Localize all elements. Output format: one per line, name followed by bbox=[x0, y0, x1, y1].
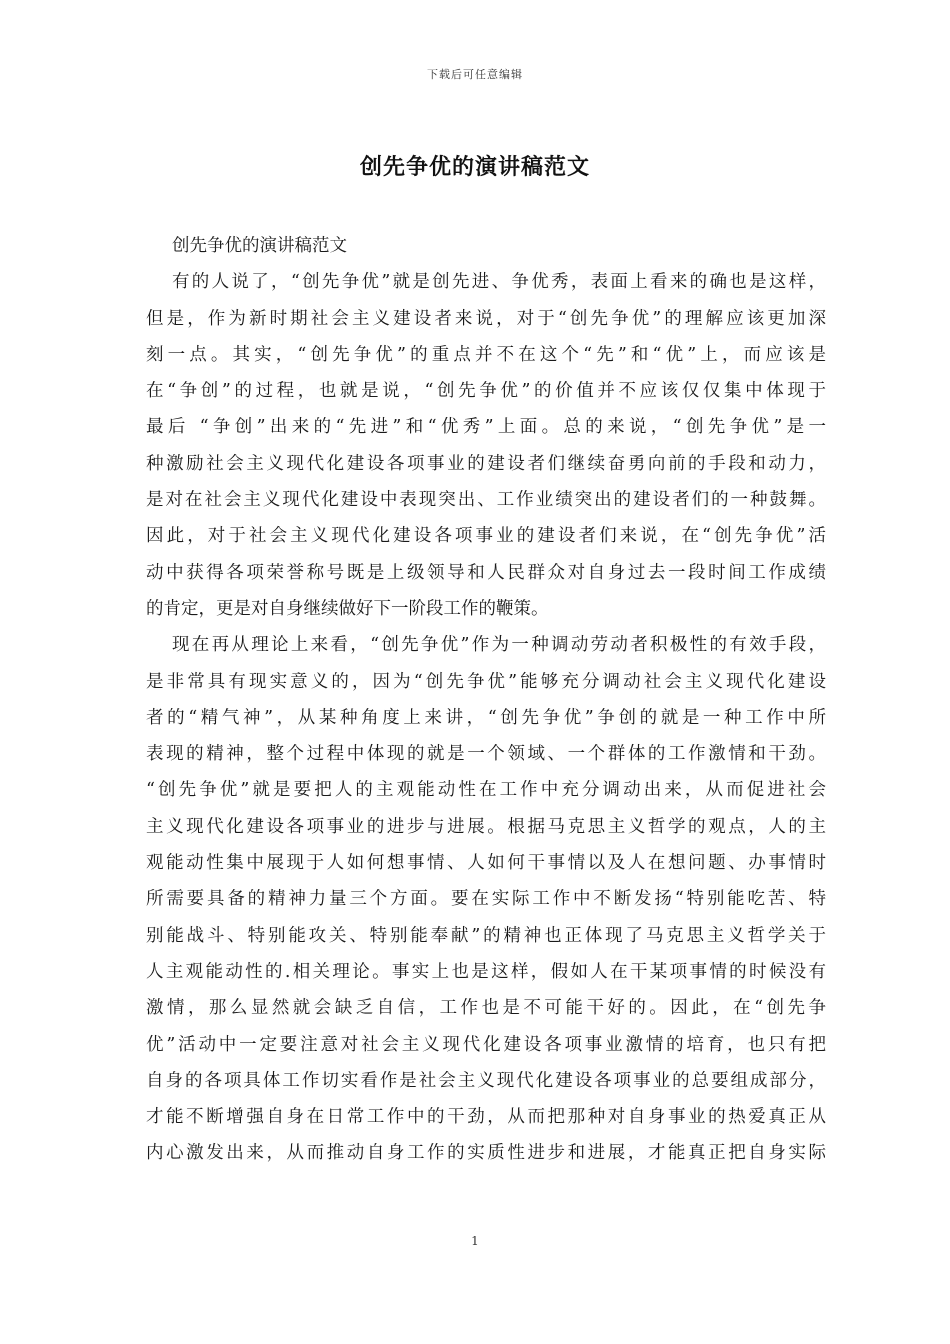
text-line: 是对在社会主义现代化建设中表现突出、工作业绩突出的建设者们的一种鼓舞。 bbox=[146, 490, 826, 511]
text-line: 是非常具有现实意义的，因为“创先争优”能够充分调动社会主义现代化建设 bbox=[146, 671, 826, 692]
body-text bbox=[146, 228, 826, 1172]
text-line: 有的人说了，“创先争优”就是创先进、争优秀，表面上看来的确也是这样， bbox=[172, 272, 826, 293]
text-line: 优”活动中一定要注意对社会主义现代化建设各项事业激情的培育，也只有把 bbox=[146, 1034, 826, 1055]
text-line: 因此，对于社会主义现代化建设各项事业的建设者们来说，在“创先争优”活 bbox=[146, 526, 827, 547]
text-line: 的肯定，更是对自身继续做好下一阶段工作的鞭策。 bbox=[146, 598, 549, 619]
page-number: 1 bbox=[471, 1234, 479, 1248]
text-line: 人主观能动性的.相关理论。事实上也是这样，假如人在干某项事情的时候没有 bbox=[146, 961, 826, 982]
text-line: 在“争创”的过程，也就是说，“创先争优”的价值并不应该仅仅集中体现于 bbox=[146, 381, 826, 402]
text-line: 才能不断增强自身在日常工作中的干劲，从而把那种对自身事业的热爱真正从 bbox=[146, 1107, 826, 1128]
text-line: 者的“精气神”，从某种角度上来讲，“创先争优”争创的就是一种工作中所 bbox=[146, 707, 826, 728]
text-line: 观能动性集中展现于人如何想事情、人如何干事情以及人在想问题、办事情时 bbox=[146, 853, 826, 874]
text-line: 动中获得各项荣誉称号既是上级领导和人民群众对自身过去一段时间工作成绩 bbox=[146, 562, 826, 583]
text-line: 最后 “争创”出来的“先进”和“优秀”上面。总的来说，“创先争优”是一 bbox=[146, 417, 826, 438]
text-line: 种激励社会主义现代化建设各项事业的建设者们继续奋勇向前的手段和动力， bbox=[146, 453, 826, 474]
text-line: 激情，那么显然就会缺乏自信，工作也是不可能干好的。因此，在“创先争 bbox=[146, 998, 826, 1019]
header-note: 下载后可任意编辑 bbox=[427, 68, 523, 81]
text-line: 表现的精神，整个过程中体现的就是一个领域、一个群体的工作激情和干劲。 bbox=[146, 744, 826, 765]
text-line: 别能战斗、特别能攻关、特别能奉献”的精神也正体现了马克思主义哲学关于 bbox=[146, 925, 826, 946]
text-line: 自身的各项具体工作切实看作是社会主义现代化建设各项事业的总要组成部分， bbox=[146, 1070, 826, 1091]
document-title: 创先争优的演讲稿范文 bbox=[359, 154, 590, 180]
text-line: 但是，作为新时期社会主义建设者来说，对于“创先争优”的理解应该更加深 bbox=[146, 308, 826, 329]
text-line: 所需要具备的精神力量三个方面。要在实际工作中不断发扬“特别能吃苦、特 bbox=[146, 889, 826, 910]
text-line: 刻一点。其实，“创先争优”的重点并不在这个“先”和“优”上，而应该是 bbox=[146, 344, 826, 365]
text-line: 现在再从理论上来看，“创先争优”作为一种调动劳动者积极性的有效手段， bbox=[172, 635, 826, 656]
text-line: 创先争优的演讲稿范文 bbox=[172, 236, 347, 256]
text-line: “创先争优”就是要把人的主观能动性在工作中充分调动出来，从而促进社会 bbox=[146, 780, 826, 801]
text-line: 内心激发出来，从而推动自身工作的实质性进步和进展，才能真正把自身实际 bbox=[146, 1143, 826, 1164]
text-line: 主义现代化建设各项事业的进步与进展。根据马克思主义哲学的观点，人的主 bbox=[146, 816, 826, 837]
